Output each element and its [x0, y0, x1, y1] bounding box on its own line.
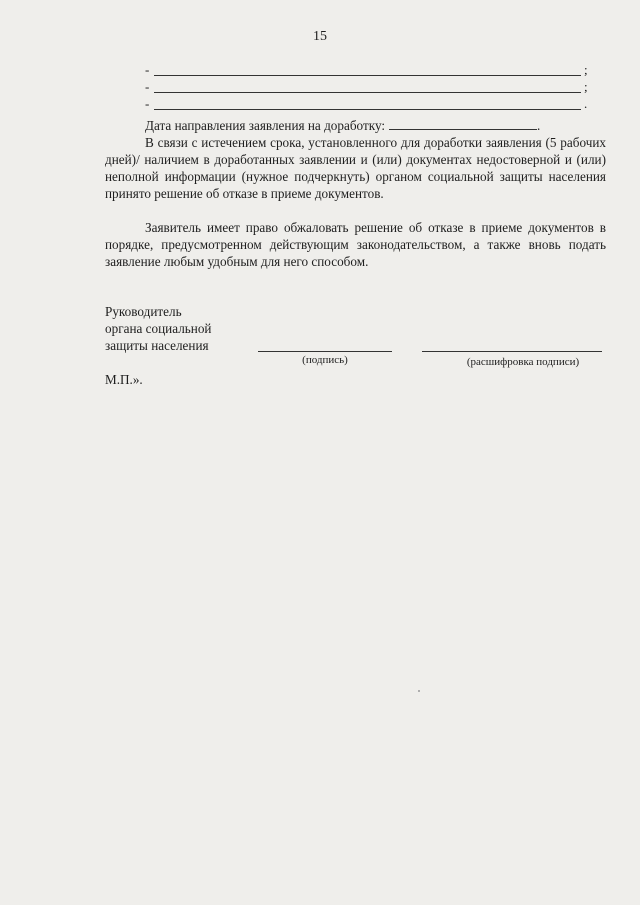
blank-line-end: .	[584, 96, 588, 111]
scan-speck	[418, 690, 420, 692]
date-fill-line	[389, 117, 537, 130]
signatory-line-1: Руководитель	[105, 304, 182, 319]
signatory-line-2: органа социальной	[105, 321, 212, 336]
blank-line-end: ;	[584, 79, 588, 94]
decoding-caption: (расшифровка подписи)	[466, 356, 580, 368]
blank-line-1	[145, 62, 595, 79]
date-line	[145, 117, 540, 134]
signatory-line-3: защиты населения	[105, 338, 209, 353]
signature-caption: (подпись)	[302, 354, 348, 366]
blank-line-end: ;	[584, 62, 588, 77]
blank-line-rule	[154, 109, 581, 110]
date-end: .	[537, 118, 541, 133]
stamp-mark: М.П.».	[105, 372, 143, 387]
blank-line-rule	[154, 92, 581, 93]
blank-line-dash: -	[145, 62, 150, 77]
paragraph-refusal: В связи с истечением срока, установленного для доработки заявления (5 рабочих дней)/ наличием в доработанных заявлении и (или) документах недостоверной и (или) неполной информации (нужное подчеркнуть) органом социальной защиты населения принято решение об отказе в приеме документов.	[105, 135, 606, 201]
date-label: Дата направления заявления на доработку:	[145, 118, 386, 133]
blank-line-2	[145, 79, 595, 96]
blank-line-3	[145, 96, 595, 113]
page-number: 15	[313, 29, 327, 44]
signature-line	[258, 351, 392, 352]
decoding-line	[422, 351, 602, 352]
blank-line-dash: -	[145, 96, 150, 111]
paragraph-appeal: Заявитель имеет право обжаловать решение об отказе в приеме документов в порядке, предусмотренном действующим законодательством, а также вновь подать заявление любым удобным для него способом.	[105, 220, 606, 269]
blank-line-rule	[154, 75, 581, 76]
blank-line-dash: -	[145, 79, 150, 94]
